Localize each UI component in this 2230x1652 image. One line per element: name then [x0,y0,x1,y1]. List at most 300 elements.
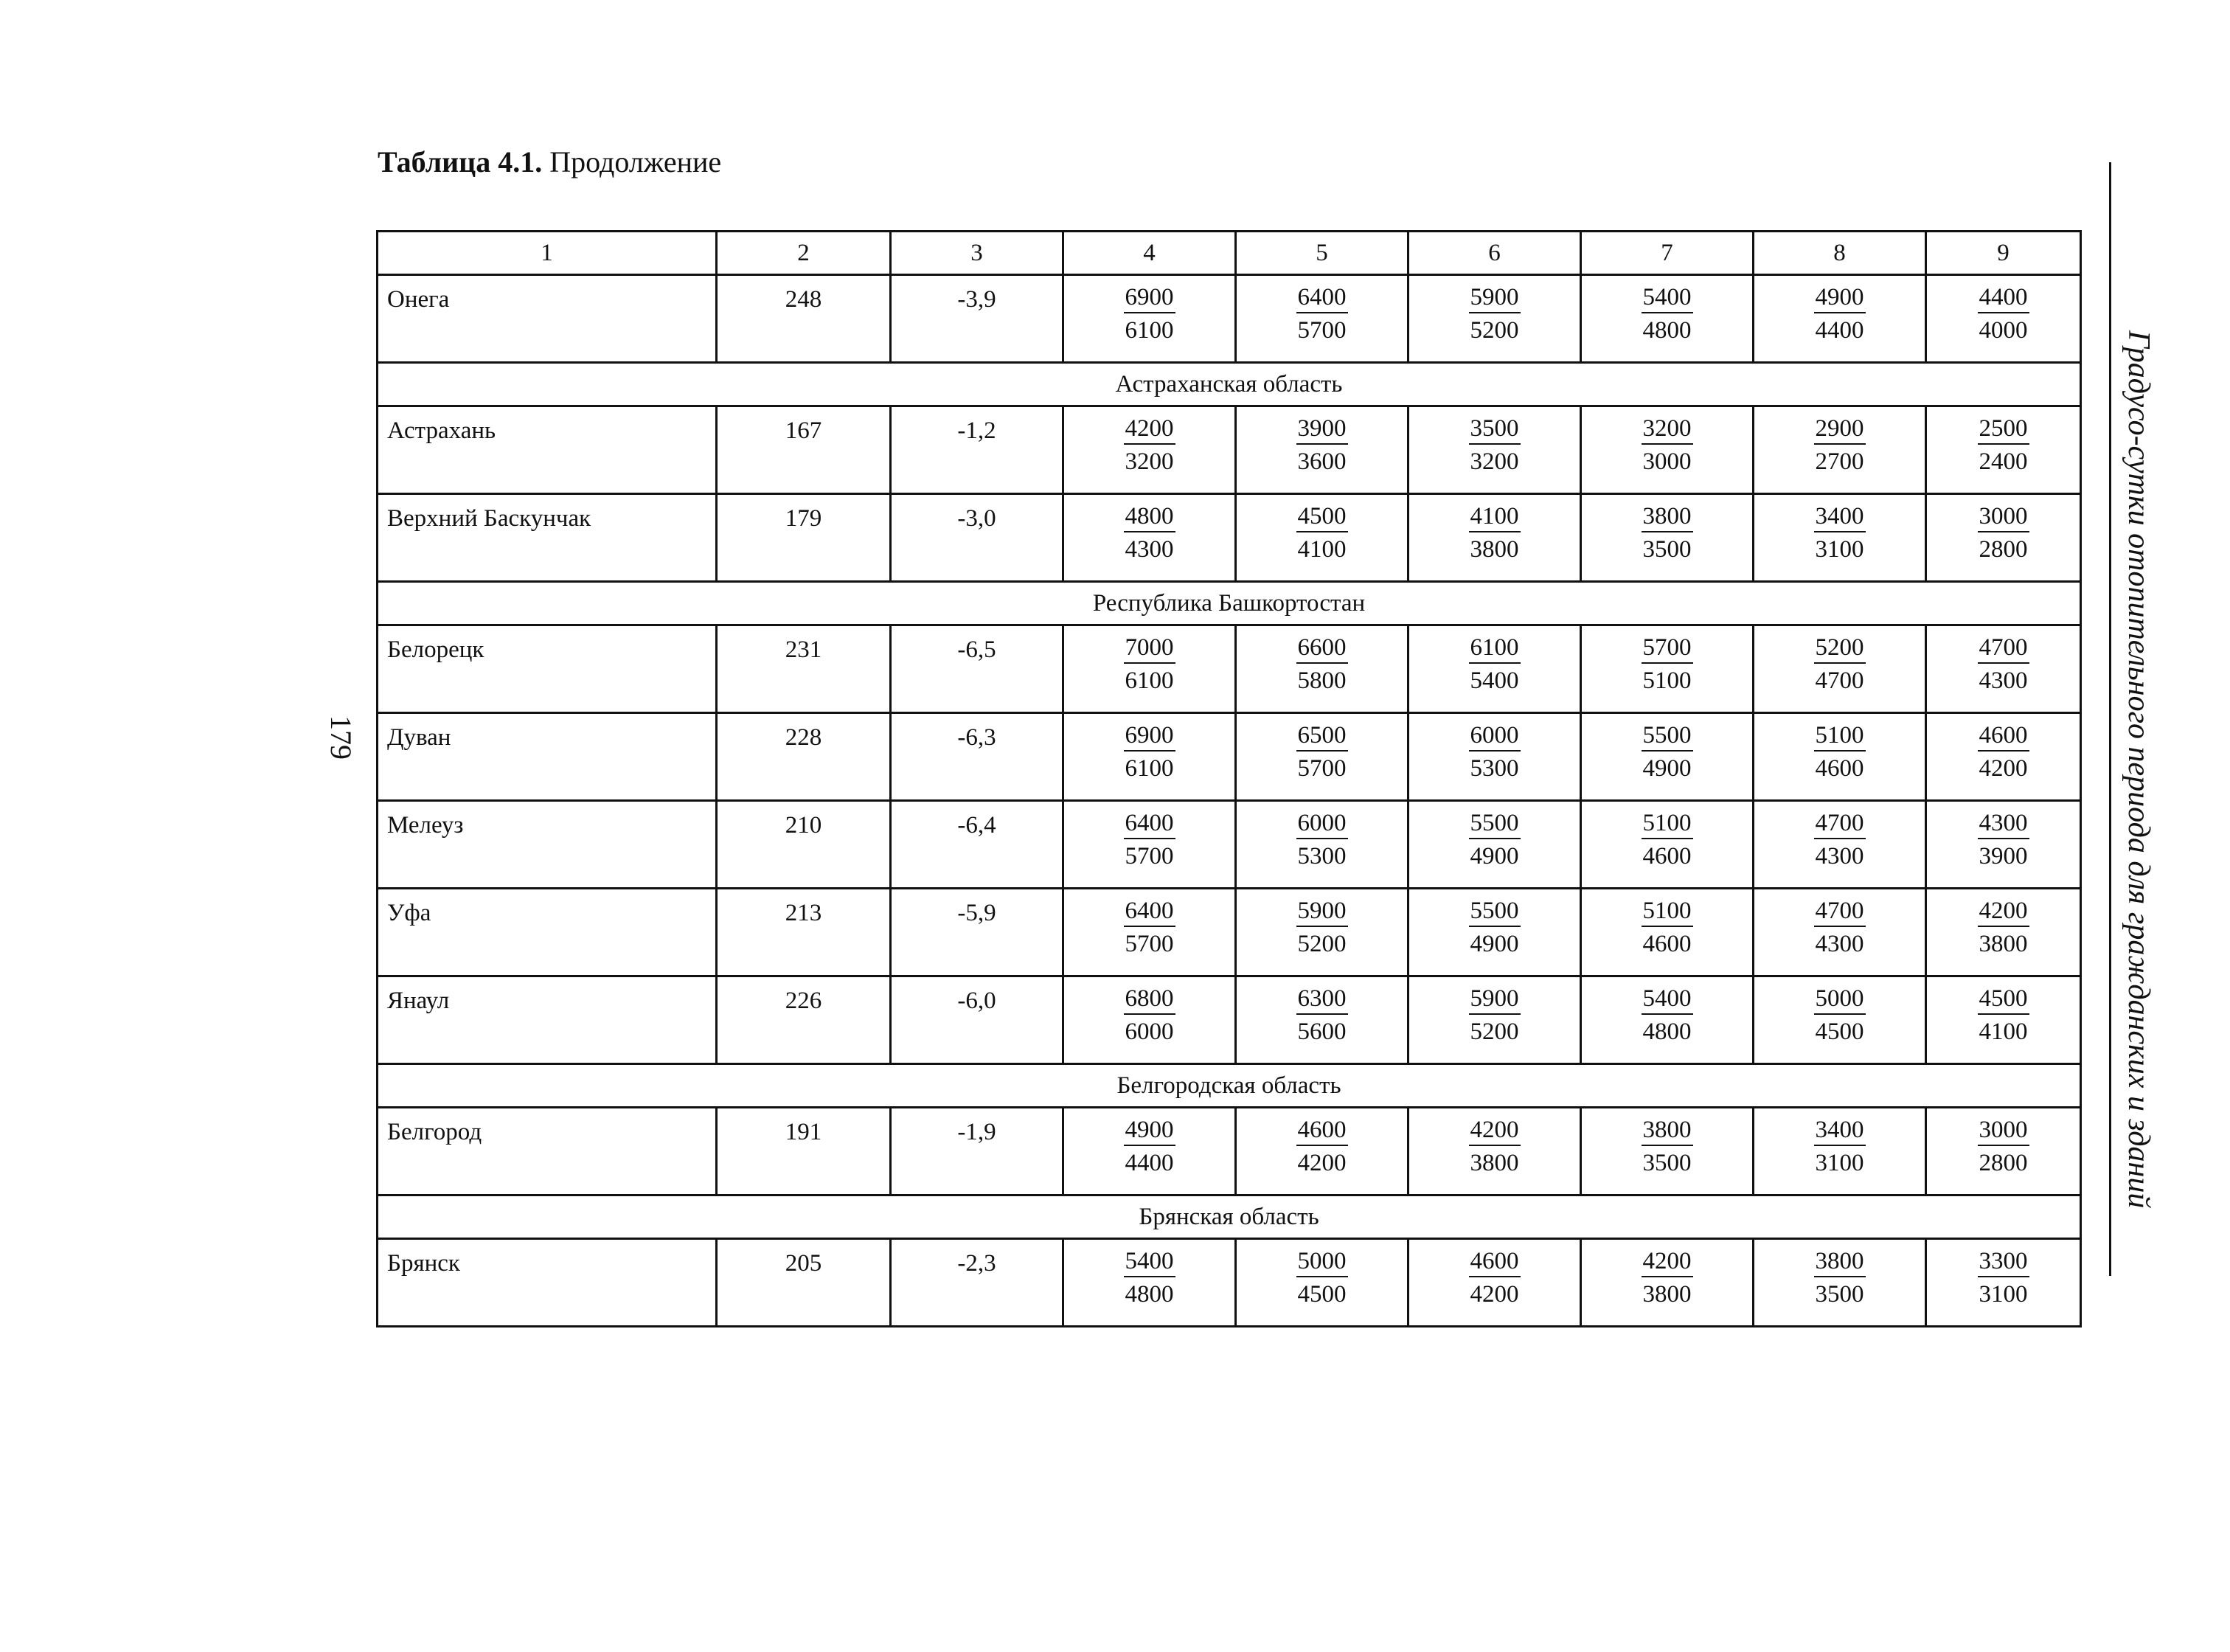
denominator: 4600 [1815,755,1864,782]
fraction [1409,977,1580,1044]
fraction-cell [1754,275,1926,363]
caption-bold: Таблица 4.1. [378,145,543,178]
denominator: 4200 [1297,1150,1347,1176]
header-row [378,232,2081,275]
fraction [1237,626,1407,693]
denominator: 4300 [1815,843,1864,870]
col2-cell: 231 [717,625,891,713]
fraction-cell [1236,801,1408,889]
fraction-cell [1408,801,1581,889]
fraction-cell [1581,1239,1754,1327]
fraction-cell [1926,976,2081,1064]
fraction [1409,889,1580,957]
fraction-cell [1063,801,1236,889]
fraction-cell [1408,1239,1581,1327]
numerator: 5100 [1814,723,1866,752]
fraction [1064,977,1234,1044]
fraction [1927,495,2080,562]
header-cell: 4 [1063,232,1236,275]
fraction-cell [1063,494,1236,582]
denominator: 5800 [1297,667,1347,694]
fraction [1064,495,1234,562]
fraction-cell [1926,406,2081,494]
denominator: 4600 [1642,843,1692,870]
denominator: 4400 [1125,1150,1174,1176]
fraction [1237,802,1407,869]
fraction [1754,1108,1925,1176]
numerator: 5400 [1642,986,1693,1015]
denominator: 3000 [1642,448,1692,475]
fraction-cell [1063,713,1236,801]
fraction-cell [1754,976,1926,1064]
fraction-cell [1063,275,1236,363]
numerator: 5000 [1296,1249,1348,1277]
numerator: 3800 [1642,504,1693,532]
table-row [378,713,2081,801]
numerator: 5900 [1469,285,1521,313]
denominator: 3500 [1642,1150,1692,1176]
fraction [1582,889,1752,957]
fraction [1064,407,1234,474]
fraction [1064,1108,1234,1176]
fraction [1409,495,1580,562]
denominator: 5200 [1470,317,1519,344]
table-row [378,1239,2081,1327]
fraction [1927,1240,2080,1307]
fraction [1754,802,1925,869]
header-cell: 5 [1236,232,1408,275]
denominator: 3800 [1470,1150,1519,1176]
fraction-cell [1581,713,1754,801]
numerator: 4600 [1978,723,2029,752]
page-number: 179 [324,715,358,760]
fraction-cell [1236,1108,1408,1195]
denominator: 4800 [1125,1281,1174,1308]
header-cell: 7 [1581,232,1754,275]
numerator: 4700 [1814,898,1866,927]
numerator: 5400 [1642,285,1693,313]
fraction [1927,1108,2080,1176]
numerator: 6000 [1469,723,1521,752]
col3-cell: -6,3 [891,713,1063,801]
side-running-title: Градусо-сутки отопительного периода для гражданских и зданий [2122,330,2156,1209]
fraction-cell [1063,625,1236,713]
fraction-cell [1236,625,1408,713]
fraction-cell [1754,1108,1926,1195]
denominator: 5300 [1470,755,1519,782]
fraction [1064,1240,1234,1307]
fraction [1582,977,1752,1044]
fraction [1927,889,2080,957]
numerator: 3300 [1978,1249,2029,1277]
header-cell: 8 [1754,232,1926,275]
numerator: 2900 [1814,416,1866,445]
numerator: 4400 [1978,285,2029,313]
col2-cell: 228 [717,713,891,801]
region-row [378,1195,2081,1239]
fraction [1064,714,1234,781]
numerator: 5900 [1296,898,1348,927]
col2-cell: 191 [717,1108,891,1195]
fraction [1409,1108,1580,1176]
fraction-cell [1581,406,1754,494]
denominator: 4200 [1979,755,2028,782]
table-row [378,494,2081,582]
table-row [378,976,2081,1064]
col3-cell: -1,2 [891,406,1063,494]
fraction-cell [1926,494,2081,582]
caption-rest: Продолжение [549,145,722,178]
numerator: 6000 [1296,811,1348,839]
denominator: 2800 [1979,536,2028,563]
fraction-cell [1581,275,1754,363]
table-caption [378,145,722,178]
denominator: 3900 [1979,843,2028,870]
denominator: 2400 [1979,448,2028,475]
numerator: 7000 [1124,635,1175,664]
city-name-cell: Янаул [378,976,717,1064]
numerator: 2500 [1978,416,2029,445]
fraction-cell [1408,713,1581,801]
fraction [1927,276,2080,343]
numerator: 4900 [1814,285,1866,313]
numerator: 4600 [1469,1249,1521,1277]
denominator: 5200 [1470,1018,1519,1045]
table-row [378,406,2081,494]
region-name: Республика Башкортостан [378,582,2081,625]
numerator: 3400 [1814,1117,1866,1146]
denominator: 4300 [1125,536,1174,563]
fraction [1237,889,1407,957]
numerator: 4100 [1469,504,1521,532]
denominator: 3100 [1815,536,1864,563]
fraction [1927,407,2080,474]
denominator: 4500 [1297,1281,1347,1308]
fraction [1409,407,1580,474]
numerator: 5900 [1469,986,1521,1015]
city-name-cell: Уфа [378,889,717,976]
col2-cell: 179 [717,494,891,582]
numerator: 4500 [1296,504,1348,532]
col3-cell: -6,4 [891,801,1063,889]
city-name-cell: Верхний Баскунчак [378,494,717,582]
fraction-cell [1063,889,1236,976]
denominator: 6100 [1125,317,1174,344]
numerator: 4200 [1642,1249,1693,1277]
fraction [1582,802,1752,869]
numerator: 5500 [1469,898,1521,927]
numerator: 6900 [1124,723,1175,752]
fraction [1927,714,2080,781]
numerator: 4700 [1978,635,2029,664]
table-row [378,889,2081,976]
denominator: 2800 [1979,1150,2028,1176]
denominator: 2700 [1815,448,1864,475]
col3-cell: -6,0 [891,976,1063,1064]
fraction [1064,276,1234,343]
denominator: 3500 [1642,536,1692,563]
fraction [1064,802,1234,869]
col2-cell: 205 [717,1239,891,1327]
denominator: 4700 [1815,667,1864,694]
fraction [1754,626,1925,693]
fraction [1237,1108,1407,1176]
header-cell: 2 [717,232,891,275]
numerator: 5500 [1469,811,1521,839]
denominator: 5700 [1125,843,1174,870]
fraction-cell [1581,494,1754,582]
fraction [1754,495,1925,562]
fraction-cell [1236,1239,1408,1327]
numerator: 5500 [1642,723,1693,752]
denominator: 3500 [1815,1281,1864,1308]
col3-cell: -3,0 [891,494,1063,582]
numerator: 4800 [1124,504,1175,532]
fraction-cell [1063,976,1236,1064]
numerator: 6100 [1469,635,1521,664]
denominator: 5200 [1297,931,1347,957]
fraction [1927,977,2080,1044]
fraction [1582,626,1752,693]
fraction [1754,407,1925,474]
fraction [1927,626,2080,693]
fraction-cell [1408,406,1581,494]
denominator: 4500 [1815,1018,1864,1045]
region-row [378,582,2081,625]
fraction [1237,495,1407,562]
numerator: 3200 [1642,416,1693,445]
fraction-cell [1408,275,1581,363]
fraction-cell [1408,625,1581,713]
fraction-cell [1926,713,2081,801]
fraction [1754,714,1925,781]
numerator: 4700 [1814,811,1866,839]
table-row [378,625,2081,713]
fraction-cell [1408,976,1581,1064]
numerator: 3800 [1642,1117,1693,1146]
table-body [378,232,2081,1327]
fraction-cell [1408,889,1581,976]
fraction-cell [1236,275,1408,363]
denominator: 3100 [1815,1150,1864,1176]
numerator: 3000 [1978,504,2029,532]
side-rule [2109,162,2111,1276]
fraction [1754,276,1925,343]
numerator: 6400 [1124,811,1175,839]
numerator: 5700 [1642,635,1693,664]
numerator: 4500 [1978,986,2029,1015]
fraction-cell [1581,976,1754,1064]
table-row [378,275,2081,363]
fraction-cell [1236,713,1408,801]
region-row [378,1064,2081,1108]
fraction-cell [1581,889,1754,976]
fraction-cell [1063,1108,1236,1195]
fraction-cell [1408,494,1581,582]
fraction-cell [1236,406,1408,494]
numerator: 4900 [1124,1117,1175,1146]
fraction-cell [1063,406,1236,494]
fraction [1237,276,1407,343]
city-name-cell: Брянск [378,1239,717,1327]
col2-cell: 248 [717,275,891,363]
fraction-cell [1236,494,1408,582]
denominator: 3800 [1642,1281,1692,1308]
denominator: 3600 [1297,448,1347,475]
denominator: 4300 [1815,931,1864,957]
numerator: 3900 [1296,416,1348,445]
denominator: 4800 [1642,1018,1692,1045]
numerator: 3000 [1978,1117,2029,1146]
denominator: 5400 [1470,667,1519,694]
fraction-cell [1754,713,1926,801]
denominator: 4900 [1642,755,1692,782]
fraction-cell [1754,801,1926,889]
denominator: 4900 [1470,843,1519,870]
fraction [1582,1240,1752,1307]
denominator: 5300 [1297,843,1347,870]
city-name-cell: Белорецк [378,625,717,713]
fraction-cell [1236,976,1408,1064]
fraction-cell [1581,801,1754,889]
denominator: 4100 [1979,1018,2028,1045]
denominator: 5700 [1297,317,1347,344]
fraction [1237,1240,1407,1307]
header-cell: 3 [891,232,1063,275]
fraction [1582,714,1752,781]
numerator: 6800 [1124,986,1175,1015]
table-row [378,1108,2081,1195]
col2-cell: 167 [717,406,891,494]
data-table [376,230,2082,1328]
denominator: 4800 [1642,317,1692,344]
denominator: 5600 [1297,1018,1347,1045]
col3-cell: -2,3 [891,1239,1063,1327]
denominator: 4900 [1470,931,1519,957]
col3-cell: -6,5 [891,625,1063,713]
col3-cell: -5,9 [891,889,1063,976]
fraction-cell [1926,889,2081,976]
region-name: Астраханская область [378,363,2081,406]
numerator: 4200 [1124,416,1175,445]
fraction-cell [1754,406,1926,494]
fraction-cell [1754,889,1926,976]
denominator: 4300 [1979,667,2028,694]
col2-cell: 210 [717,801,891,889]
numerator: 3500 [1469,416,1521,445]
numerator: 6600 [1296,635,1348,664]
numerator: 3400 [1814,504,1866,532]
header-cell: 6 [1408,232,1581,275]
denominator: 4600 [1642,931,1692,957]
numerator: 6400 [1124,898,1175,927]
col3-cell: -1,9 [891,1108,1063,1195]
numerator: 6900 [1124,285,1175,313]
denominator: 3800 [1979,931,2028,957]
city-name-cell: Онега [378,275,717,363]
fraction-cell [1581,625,1754,713]
region-row [378,363,2081,406]
fraction [1409,1240,1580,1307]
header-cell: 1 [378,232,717,275]
fraction [1237,407,1407,474]
numerator: 5100 [1642,811,1693,839]
denominator: 4000 [1979,317,2028,344]
fraction [1409,714,1580,781]
fraction-cell [1926,1239,2081,1327]
fraction [1582,1108,1752,1176]
region-name: Брянская область [378,1195,2081,1239]
denominator: 6100 [1125,667,1174,694]
denominator: 5700 [1297,755,1347,782]
denominator: 4100 [1297,536,1347,563]
fraction-cell [1754,1239,1926,1327]
header-cell: 9 [1926,232,2081,275]
fraction-cell [1926,275,2081,363]
numerator: 3800 [1814,1249,1866,1277]
fraction [1409,276,1580,343]
fraction-cell [1926,625,2081,713]
numerator: 5100 [1642,898,1693,927]
numerator: 6400 [1296,285,1348,313]
city-name-cell: Белгород [378,1108,717,1195]
fraction-cell [1236,889,1408,976]
fraction-cell [1926,801,2081,889]
fraction [1064,889,1234,957]
col2-cell: 213 [717,889,891,976]
numerator: 6500 [1296,723,1348,752]
numerator: 5000 [1814,986,1866,1015]
fraction [1409,802,1580,869]
denominator: 3100 [1979,1281,2028,1308]
numerator: 5400 [1124,1249,1175,1277]
denominator: 6000 [1125,1018,1174,1045]
denominator: 5100 [1642,667,1692,694]
fraction-cell [1754,494,1926,582]
denominator: 3200 [1470,448,1519,475]
numerator: 4300 [1978,811,2029,839]
fraction [1237,714,1407,781]
numerator: 4600 [1296,1117,1348,1146]
numerator: 4200 [1469,1117,1521,1146]
fraction [1237,977,1407,1044]
col2-cell: 226 [717,976,891,1064]
numerator: 4200 [1978,898,2029,927]
fraction-cell [1063,1239,1236,1327]
denominator: 3800 [1470,536,1519,563]
fraction-cell [1926,1108,2081,1195]
fraction [1754,1240,1925,1307]
numerator: 5200 [1814,635,1866,664]
fraction [1064,626,1234,693]
fraction [1754,977,1925,1044]
col3-cell: -3,9 [891,275,1063,363]
fraction [1927,802,2080,869]
fraction [1754,889,1925,957]
numerator: 6300 [1296,986,1348,1015]
fraction-cell [1754,625,1926,713]
fraction-cell [1408,1108,1581,1195]
city-name-cell: Мелеуз [378,801,717,889]
table-row [378,801,2081,889]
fraction [1582,276,1752,343]
fraction [1582,495,1752,562]
denominator: 6100 [1125,755,1174,782]
denominator: 4400 [1815,317,1864,344]
denominator: 4200 [1470,1281,1519,1308]
denominator: 5700 [1125,931,1174,957]
fraction [1582,407,1752,474]
